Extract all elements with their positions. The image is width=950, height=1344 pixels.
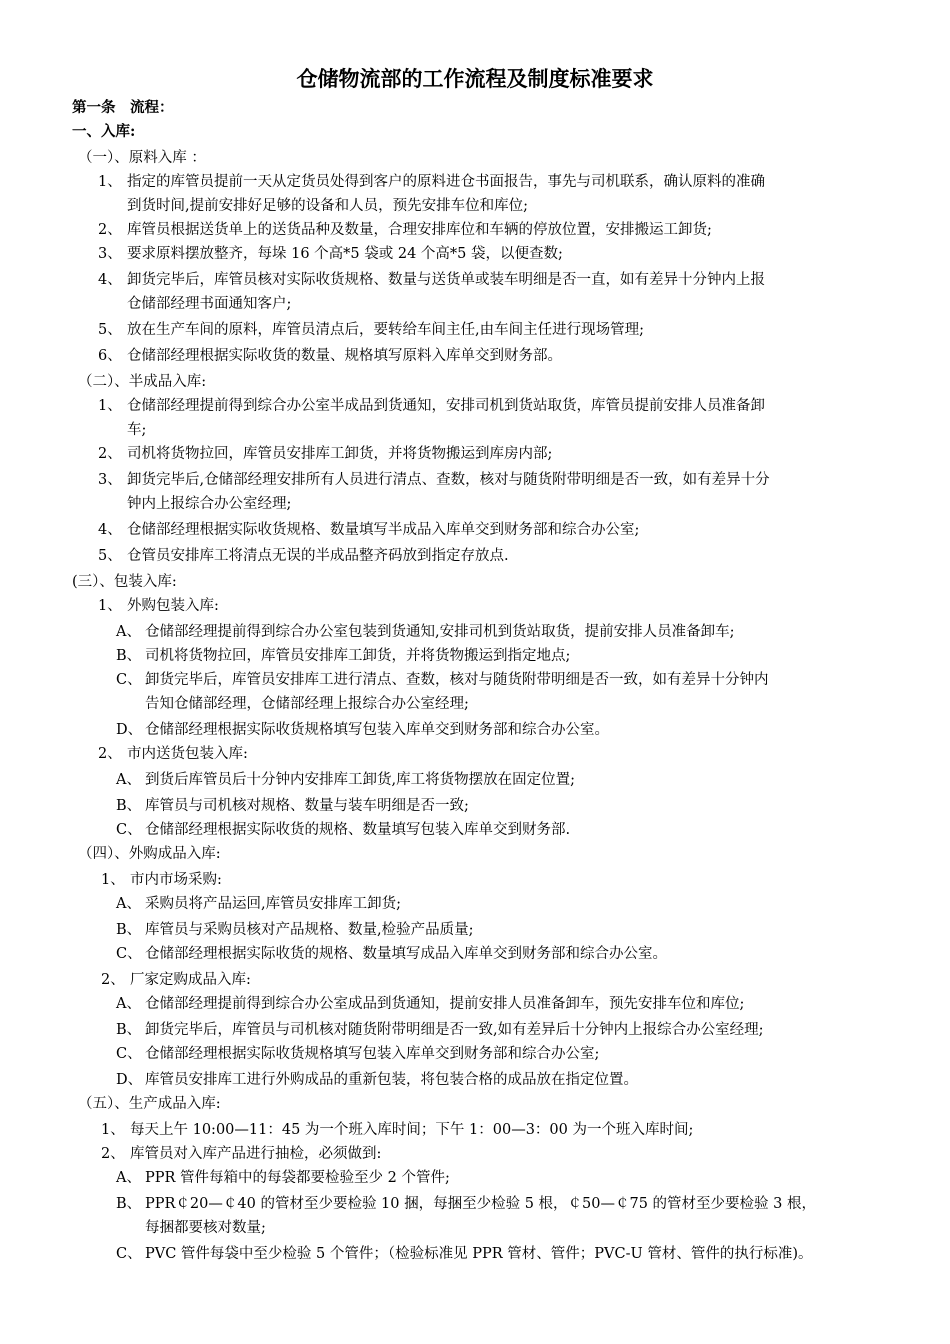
letter-item-marker: C、 (116, 1046, 142, 1062)
sub-list-number: 1、 (98, 598, 122, 614)
list-item-text: 指定的库管员提前一天从定货员处得到客户的原料进仓书面报告，事先与司机联系，确认原料的准确 (127, 174, 765, 190)
letter-item-text-cont: 告知仓储部经理，仓储部经理上报综合办公室经理; (145, 696, 469, 712)
sub-list-number: 1、 (101, 872, 125, 888)
letter-item-text: PPR￠20—￠40 的管材至少要检验 10 捆，每捆至少检验 5 根，￠50—￠75 的管材至少要检验 3 根， (145, 1196, 817, 1212)
sub-list-label: 每天上午 10:00—11：45 为一个班入库时间；下午 1：00—3：00 为一个班入库时间; (130, 1122, 694, 1138)
subsection-heading: （一）、原料入库 ： (78, 150, 206, 166)
sub-list-label: 市内送货包装入库: (127, 746, 248, 762)
letter-item-marker: A、 (116, 1170, 141, 1186)
letter-item-marker: A、 (116, 896, 141, 912)
letter-item-marker: D、 (116, 722, 143, 738)
article-heading: 第一条 流程： (72, 99, 174, 116)
list-item-number: 2、 (98, 222, 122, 238)
list-item-text: 要求原料摆放整齐，每垛 16 个高*5 袋或 24 个高*5 袋，以便查数; (127, 246, 563, 262)
letter-item-text: 仓储部经理根据实际收货规格填写包装入库单交到财务部和综合办公室; (145, 1046, 600, 1062)
letter-item-marker: B、 (116, 1196, 142, 1212)
list-item-number: 3、 (98, 246, 122, 262)
letter-item-text: 仓储部经理提前得到综合办公室包装到货通知,安排司机到货站取货，提前安排人员准备卸车; (145, 624, 735, 640)
list-item-text-cont: 仓储部经理书面通知客户; (127, 296, 292, 312)
letter-item-marker: A、 (116, 624, 141, 640)
list-item-text: 司机将货物拉回，库管员安排库工卸货，并将货物搬运到库房内部; (127, 446, 553, 462)
letter-item-text: PPR 管件每箱中的每袋都要检验至少 2 个管件; (145, 1170, 450, 1186)
list-item-number: 6、 (98, 348, 122, 364)
letter-item-text: 仓储部经理根据实际收货的规格、数量填写成品入库单交到财务部和综合办公室。 (145, 946, 667, 962)
sub-list-number: 2、 (98, 746, 122, 762)
letter-item-marker: C、 (116, 1246, 142, 1262)
subsection-heading: (三）、包装入库: (72, 574, 177, 590)
letter-item-text: 仓储部经理根据实际收货规格填写包装入库单交到财务部和综合办公室。 (145, 722, 609, 738)
letter-item-text: 库管员与司机核对规格、数量与装车明细是否一致; (145, 798, 469, 814)
list-item-number: 4、 (98, 522, 122, 538)
list-item-text: 放在生产车间的原料，库管员清点后，要转给车间主任,由车间主任进行现场管理; (127, 322, 644, 338)
letter-item-text: 司机将货物拉回，库管员安排库工卸货，并将货物搬运到指定地点; (145, 648, 571, 664)
sub-list-label: 外购包装入库: (127, 598, 219, 614)
letter-item-text: 仓储部经理提前得到综合办公室成品到货通知，提前安排人员准备卸车，预先安排车位和库位; (145, 996, 745, 1012)
letter-item-marker: B、 (116, 1022, 142, 1038)
letter-item-marker: C、 (116, 822, 142, 838)
letter-item-text: 库管员与采购员核对产品规格、数量,检验产品质量; (145, 922, 474, 938)
sub-list-label: 厂家定购成品入库: (130, 972, 251, 988)
letter-item-text: 卸货完毕后，库管员安排库工进行清点、查数，核对与随货附带明细是否一致，如有差异十分钟内 (145, 672, 769, 688)
list-item-text-cont: 车; (127, 422, 147, 438)
list-item-text: 仓储部经理根据实际收货的数量、规格填写原料入库单交到财务部。 (127, 348, 562, 364)
subsection-heading: （四）、外购成品入库: (78, 846, 221, 862)
list-item-number: 1、 (98, 174, 122, 190)
subsection-heading: （二）、半成品入库: (78, 374, 207, 390)
list-item-number: 5、 (98, 322, 122, 338)
list-item-text: 仓储部经理提前得到综合办公室半成品到货通知，安排司机到货站取货，库管员提前安排人员准备卸 (127, 398, 765, 414)
list-item-number: 3、 (98, 472, 122, 488)
list-item-text-cont: 到货时间,提前安排好足够的设备和人员，预先安排车位和库位; (127, 198, 528, 214)
letter-item-text-cont: 每捆都要核对数量; (145, 1220, 266, 1236)
list-item-text-cont: 钟内上报综合办公室经理; (127, 496, 292, 512)
letter-item-text: 仓储部经理根据实际收货的规格、数量填写包装入库单交到财务部. (145, 822, 571, 838)
letter-item-marker: B、 (116, 922, 142, 938)
letter-item-marker: C、 (116, 672, 142, 688)
letter-item-marker: C、 (116, 946, 142, 962)
letter-item-marker: A、 (116, 772, 141, 788)
list-item-number: 4、 (98, 272, 122, 288)
sub-list-number: 2、 (101, 972, 125, 988)
letter-item-text: PVC 管件每袋中至少检验 5 个管件；（检验标准见 PPR 管材、管件；PVC-U 管材、管件的执行标准)。 (145, 1246, 813, 1262)
letter-item-marker: B、 (116, 798, 142, 814)
list-item-number: 1、 (98, 398, 122, 414)
list-item-text: 库管员根据送货单上的送货品种及数量，合理安排库位和车辆的停放位置，安排搬运工卸货; (127, 222, 712, 238)
sub-list-label: 库管员对入库产品进行抽检，必须做到: (130, 1146, 382, 1162)
list-item-text: 卸货完毕后，库管员核对实际收货规格、数量与送货单或装车明细是否一直，如有差异十分钟内上报 (127, 272, 765, 288)
list-item-number: 2、 (98, 446, 122, 462)
list-item-text: 仓储部经理根据实际收货规格、数量填写半成品入库单交到财务部和综合办公室; (127, 522, 640, 538)
list-item-text: 卸货完毕后,仓储部经理安排所有人员进行清点、查数，核对与随货附带明细是否一致，如有差异十分 (127, 472, 770, 488)
list-item-number: 5、 (98, 548, 122, 564)
letter-item-marker: B、 (116, 648, 142, 664)
letter-item-text: 采购员将产品运回,库管员安排库工卸货; (145, 896, 401, 912)
letter-item-text: 到货后库管员后十分钟内安排库工卸货,库工将货物摆放在固定位置; (145, 772, 575, 788)
document-title: 仓储物流部的工作流程及制度标准要求 (296, 66, 654, 91)
list-item-text: 仓管员安排库工将清点无误的半成品整齐码放到指定存放点. (127, 548, 509, 564)
section-heading: 一、入库: (72, 123, 136, 140)
letter-item-text: 卸货完毕后，库管员与司机核对随货附带明细是否一致,如有差异后十分钟内上报综合办公室经理; (145, 1022, 764, 1038)
subsection-heading: （五）、生产成品入库: (78, 1096, 221, 1112)
sub-list-number: 2、 (101, 1146, 125, 1162)
sub-list-number: 1、 (101, 1122, 125, 1138)
letter-item-text: 库管员安排库工进行外购成品的重新包装，将包装合格的成品放在指定位置。 (145, 1072, 638, 1088)
letter-item-marker: D、 (116, 1072, 143, 1088)
sub-list-label: 市内市场采购: (130, 872, 222, 888)
letter-item-marker: A、 (116, 996, 141, 1012)
